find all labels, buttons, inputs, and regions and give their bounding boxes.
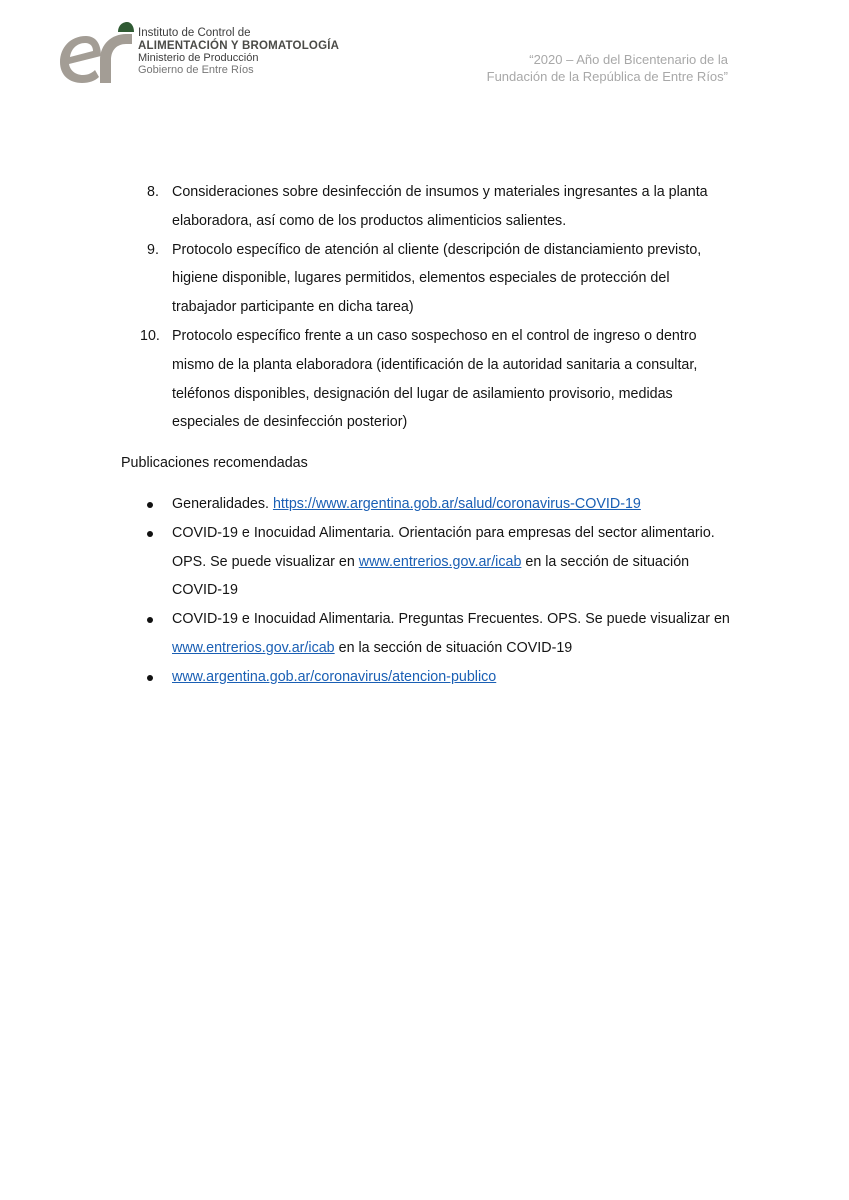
- publication-link[interactable]: www.argentina.gob.ar/coronavirus/atencion-publico: [172, 668, 497, 685]
- publications-list: [121, 490, 731, 692]
- motto-line-1: “2020 – Año del Bicentenario de la: [529, 52, 728, 67]
- logo-line-institute: Instituto de Control de: [138, 27, 251, 39]
- list-item-text: Consideraciones sobre desinfección de insumos y materiales ingresantes a la planta elaboradora, así como de los productos alimenticios salientes.: [172, 184, 708, 229]
- numbered-list: [121, 178, 731, 437]
- publication-link[interactable]: www.entrerios.gov.ar/icab: [358, 553, 522, 570]
- er-logo-icon: [56, 20, 134, 86]
- publication-text-after: en la sección de situación COVID-19: [172, 553, 690, 599]
- numbered-list-item: [121, 322, 731, 437]
- publication-item: [121, 490, 731, 519]
- numbered-list-item: [121, 178, 731, 236]
- motto-line-2: Fundación de la República de Entre Ríos”: [486, 69, 728, 84]
- bullet-icon: [147, 675, 153, 681]
- list-item-text: Protocolo específico frente a un caso sospechoso en el control de ingreso o dentro mismo de la planta elaboradora (identificación de la autoridad sanitaria a consultar, teléfonos disponibles, designación del lugar de asilamiento provisorio, medidas especiales de desinfección posterior): [172, 327, 698, 431]
- header-motto: [487, 51, 728, 85]
- publication-item: [121, 519, 731, 605]
- bullet-icon: [147, 502, 153, 508]
- publication-link[interactable]: https://www.argentina.gob.ar/salud/coronavirus-COVID-19: [272, 495, 641, 512]
- numbered-list-item: [121, 236, 731, 322]
- logo-line-ministry: Ministerio de Producción: [138, 52, 259, 64]
- bullet-icon: [147, 531, 153, 537]
- list-number: 8.: [147, 184, 159, 200]
- logo-text: [138, 28, 339, 76]
- publications-heading: Publicaciones recomendadas: [121, 455, 308, 472]
- publication-text: COVID-19 e Inocuidad Alimentaria. Preguntas Frecuentes. OPS. Se puede visualizar en: [172, 611, 730, 628]
- list-number: 10.: [140, 327, 160, 344]
- publication-text: Generalidades.: [172, 495, 273, 512]
- list-item-text: Protocolo específico de atención al cliente (descripción de distanciamiento previsto, higiene disponible, lugares permitidos, elementos especiales de protección del trabajador participante en dicha tarea): [172, 241, 702, 316]
- publication-text: COVID-19 e Inocuidad Alimentaria. Orientación para empresas del sector alimentario. OPS. Se puede visualizar en: [172, 524, 715, 570]
- publication-link[interactable]: www.entrerios.gov.ar/icab: [172, 639, 335, 656]
- publication-item: [121, 605, 731, 663]
- bullet-icon: [147, 617, 153, 623]
- document-body: [121, 178, 731, 692]
- logo-line-government: Gobierno de Entre Ríos: [138, 64, 254, 76]
- publication-text-after: en la sección de situación COVID-19: [334, 639, 573, 656]
- list-number: 9.: [147, 241, 159, 258]
- institution-logo: [56, 20, 356, 86]
- publication-item: [121, 663, 731, 692]
- logo-line-name: ALIMENTACIÓN Y BROMATOLOGÍA: [138, 39, 340, 52]
